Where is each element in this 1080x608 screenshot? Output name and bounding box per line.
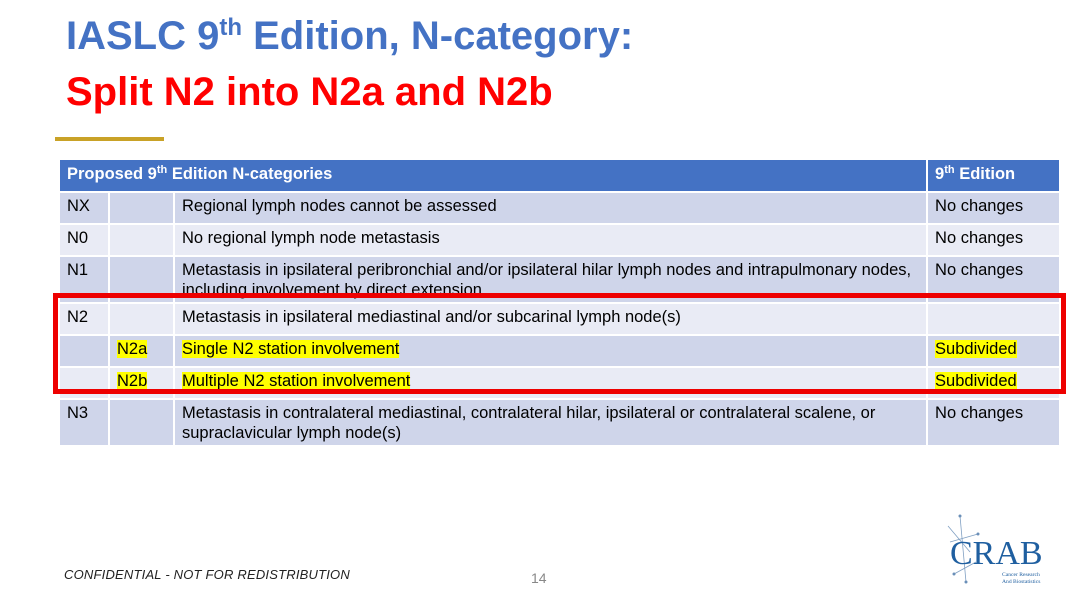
table-row: [59, 399, 1060, 446]
cell-category: N2: [59, 303, 109, 335]
cell-description: [174, 335, 927, 367]
page-number: 14: [531, 570, 547, 586]
n-category-table: [58, 158, 1061, 447]
highlighted-text: N2a: [117, 340, 148, 358]
slide-title-line2: Split N2 into N2a and N2b: [66, 70, 553, 114]
cell-description: Regional lymph nodes cannot be assessed: [174, 192, 927, 224]
cell-category: NX: [59, 192, 109, 224]
cell-subcategory: [109, 399, 174, 446]
cell-subcategory: [109, 367, 174, 399]
table-header-row: [59, 159, 1060, 192]
title-superscript: th: [219, 14, 243, 41]
header-edition: 9th Edition: [927, 159, 1060, 192]
cell-subcategory: [109, 224, 174, 256]
cell-change: No changes: [927, 399, 1060, 446]
cell-subcategory: [109, 256, 174, 303]
highlighted-text: Subdivided: [935, 372, 1017, 390]
logo-tagline-2: And Biostatistics: [1002, 579, 1041, 585]
table-row: [59, 224, 1060, 256]
cell-category: N3: [59, 399, 109, 446]
table-row: [59, 335, 1060, 367]
cell-description: Metastasis in ipsilateral mediastinal and/or subcarinal lymph node(s): [174, 303, 927, 335]
table-row: [59, 367, 1060, 399]
logo-wordmark: CRAB: [950, 535, 1043, 572]
header-categories: Proposed 9th Edition N-categories: [59, 159, 927, 192]
cell-category: N0: [59, 224, 109, 256]
slide-title-line1: [66, 14, 633, 59]
cell-subcategory: [109, 335, 174, 367]
cell-category: N1: [59, 256, 109, 303]
title-text-post: Edition, N-category:: [242, 14, 634, 58]
confidential-notice: CONFIDENTIAL - NOT FOR REDISTRIBUTION: [64, 567, 350, 582]
logo-tagline-1: Cancer Research: [1002, 572, 1040, 578]
cell-change: No changes: [927, 256, 1060, 303]
title-accent-bar: [55, 137, 164, 141]
table-row: [59, 303, 1060, 335]
highlighted-text: N2b: [117, 372, 148, 390]
cell-change: [927, 367, 1060, 399]
highlighted-text: Subdivided: [935, 340, 1017, 358]
cell-change: [927, 335, 1060, 367]
crab-logo: [946, 512, 1066, 590]
cell-change: [927, 303, 1060, 335]
cell-description: Metastasis in ipsilateral peribronchial and/or ipsilateral hilar lymph nodes and intrapulmonary nodes, including involvement by direct extension: [174, 256, 927, 303]
cell-subcategory: [109, 192, 174, 224]
highlighted-text: Single N2 station involvement: [182, 340, 400, 358]
table-row: [59, 256, 1060, 303]
cell-description: No regional lymph node metastasis: [174, 224, 927, 256]
cell-category: [59, 367, 109, 399]
cell-subcategory: [109, 303, 174, 335]
cell-description: [174, 367, 927, 399]
highlighted-text: Multiple N2 station involvement: [182, 372, 411, 390]
title-text-pre: IASLC 9: [66, 14, 220, 58]
cell-category: [59, 335, 109, 367]
table-row: [59, 192, 1060, 224]
cell-change: No changes: [927, 224, 1060, 256]
cell-change: No changes: [927, 192, 1060, 224]
cell-description: Metastasis in contralateral mediastinal, contralateral hilar, ipsilateral or contralateral scalene, or supraclavicular lymph node(s): [174, 399, 927, 446]
